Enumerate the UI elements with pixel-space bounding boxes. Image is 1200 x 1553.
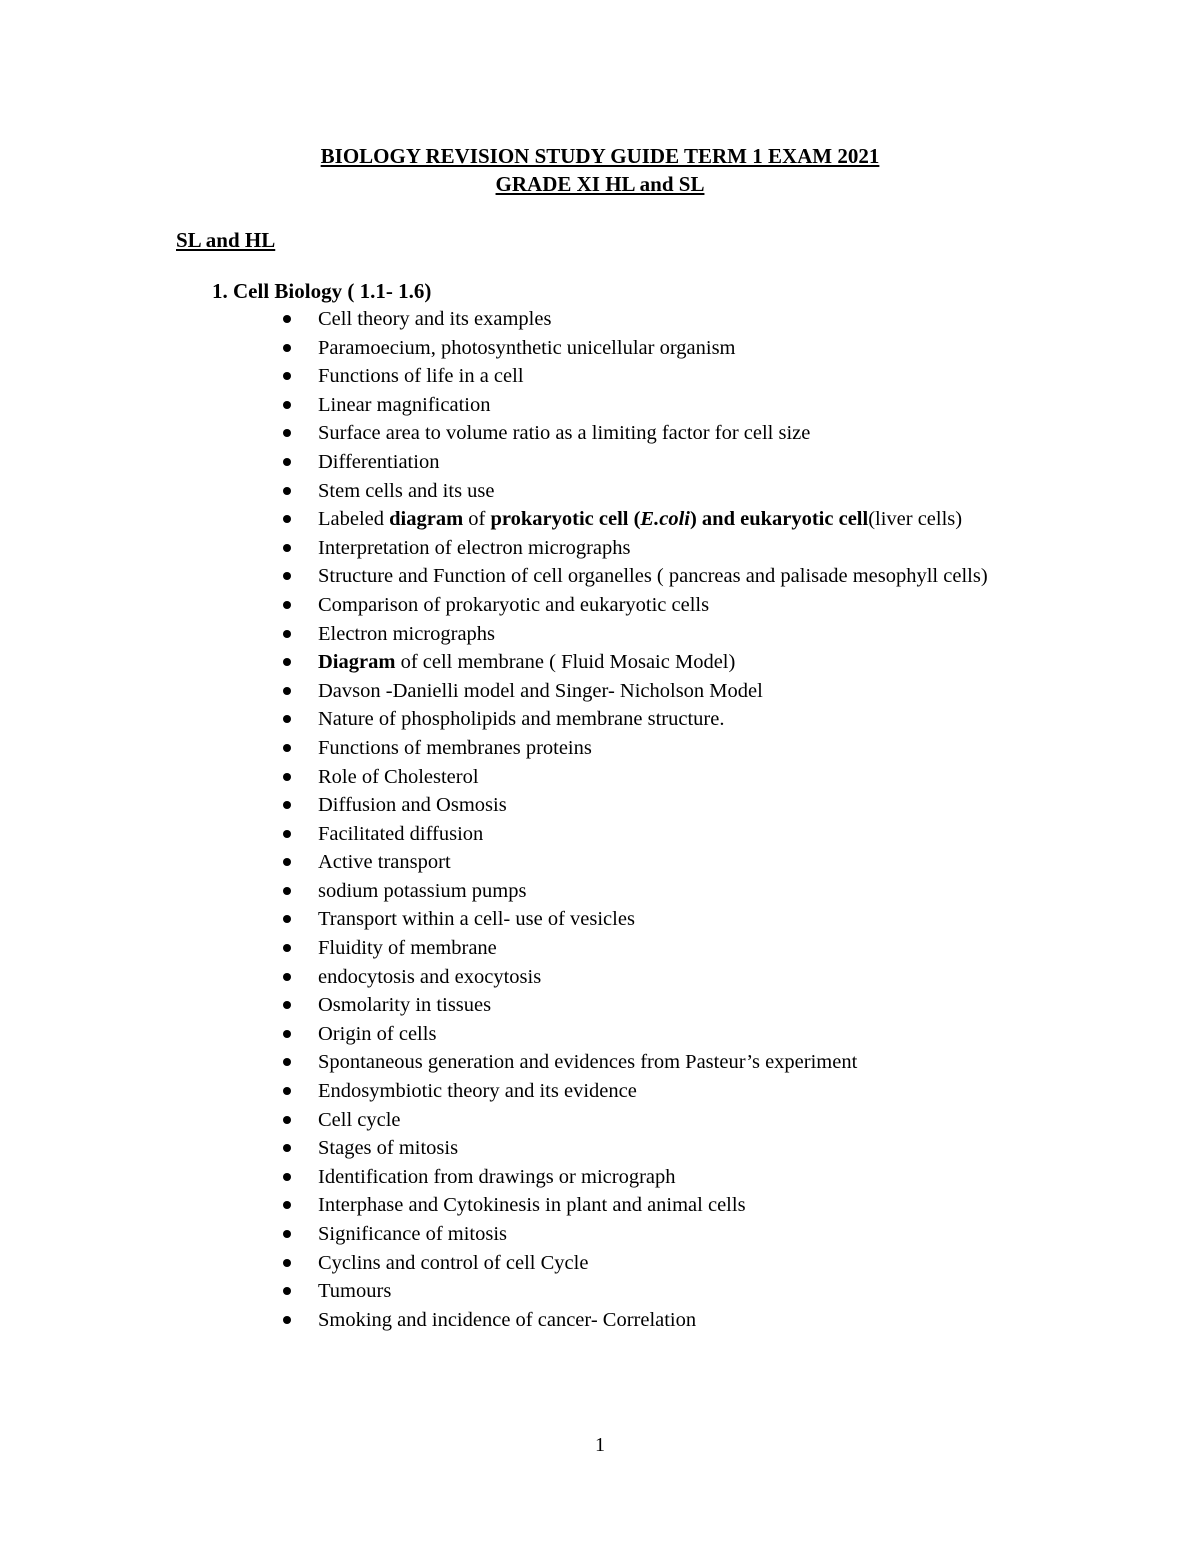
topic-item xyxy=(0,649,1200,675)
topic-item xyxy=(0,1221,1200,1247)
page-number: 1 xyxy=(595,1434,605,1456)
topic-item xyxy=(0,1021,1200,1047)
document-title: BIOLOGY REVISION STUDY GUIDE TERM 1 EXAM 2021 xyxy=(320,144,880,168)
topic-item xyxy=(0,592,1200,618)
topic-text-run: Surface area to volume ratio as a limiting factor for cell size xyxy=(318,422,811,445)
topic-item xyxy=(0,1250,1200,1276)
topic-text-run: endocytosis and exocytosis xyxy=(318,965,542,988)
bullet-icon xyxy=(283,1144,291,1152)
document-subtitle: GRADE XI HL and SL xyxy=(495,172,705,196)
topic-text-run: of cell membrane ( Fluid Mosaic Model) xyxy=(395,651,736,674)
topic-item xyxy=(0,563,1200,589)
topic-text-run: Interpretation of electron micrographs xyxy=(318,536,631,559)
topic-text-run: Interphase and Cytokinesis in plant and animal cells xyxy=(318,1194,746,1217)
topic-text-run: prokaryotic cell ( xyxy=(490,508,641,531)
topic-text xyxy=(318,1309,696,1331)
bullet-icon xyxy=(283,544,291,552)
topic-text-run: Nature of phospholipids and membrane structure. xyxy=(318,708,725,731)
bullet-icon xyxy=(283,372,291,380)
topic-text xyxy=(318,966,541,988)
topic-text-run: (liver cells) xyxy=(868,508,963,531)
topic-item xyxy=(0,735,1200,761)
topic-text-run: sodium potassium pumps xyxy=(318,879,527,902)
bullet-icon xyxy=(283,1316,291,1324)
topic-text xyxy=(318,480,495,502)
topic-item xyxy=(0,992,1200,1018)
topic-item xyxy=(0,449,1200,475)
bullet-icon xyxy=(283,1259,291,1267)
bullet-icon xyxy=(283,429,291,437)
bullet-icon xyxy=(283,1230,291,1238)
bullet-icon xyxy=(283,487,291,495)
topic-text xyxy=(318,1194,746,1216)
topic-text xyxy=(318,1166,676,1188)
subsection-heading: 1. Cell Biology ( 1.1- 1.6) xyxy=(212,279,432,303)
topic-text xyxy=(318,394,490,416)
topic-item xyxy=(0,792,1200,818)
bullet-icon xyxy=(283,887,291,895)
bullet-icon xyxy=(283,687,291,695)
bullet-icon xyxy=(283,1030,291,1038)
topic-text xyxy=(318,908,635,930)
topic-text-run: Functions of membranes proteins xyxy=(318,736,592,759)
topic-text-run: Origin of cells xyxy=(318,1022,437,1045)
topic-text xyxy=(318,308,551,330)
bullet-icon xyxy=(283,944,291,952)
topic-text-run: Fluidity of membrane xyxy=(318,937,497,960)
bullet-icon xyxy=(283,1173,291,1181)
topic-item xyxy=(0,1107,1200,1133)
bullet-icon xyxy=(283,344,291,352)
topic-item xyxy=(0,1278,1200,1304)
topic-text-run: of xyxy=(463,508,491,531)
topic-text-run: Structure and Function of cell organelles ( pancreas and palisade mesophyll cells) xyxy=(318,565,988,588)
topic-item xyxy=(0,1192,1200,1218)
topic-text xyxy=(318,623,495,645)
topic-item xyxy=(0,363,1200,389)
topic-text xyxy=(318,565,988,587)
topic-text-run: Electron micrographs xyxy=(318,622,496,645)
topic-text-run: diagram xyxy=(389,508,464,531)
topic-item xyxy=(0,1135,1200,1161)
bullet-icon xyxy=(283,315,291,323)
section-heading: SL and HL xyxy=(176,228,276,252)
topic-item xyxy=(0,1078,1200,1104)
bullet-icon xyxy=(283,801,291,809)
topic-item xyxy=(0,849,1200,875)
topic-text xyxy=(318,422,810,444)
topic-text xyxy=(318,1023,436,1045)
topic-text-run: Cell theory and its examples xyxy=(318,308,552,330)
topic-item xyxy=(0,906,1200,932)
bullet-icon xyxy=(283,458,291,466)
topic-text-run: Diffusion and Osmosis xyxy=(318,794,507,817)
topic-text-run: Stages of mitosis xyxy=(318,1137,459,1160)
bullet-icon xyxy=(283,744,291,752)
topic-text-run: Cell cycle xyxy=(318,1108,401,1131)
topic-text-run: Transport within a cell- use of vesicles xyxy=(318,908,635,931)
topic-text-run: Facilitated diffusion xyxy=(318,822,484,845)
topic-text-run: Cyclins and control of cell Cycle xyxy=(318,1251,589,1274)
topic-text xyxy=(318,365,524,387)
bullet-icon xyxy=(283,830,291,838)
bullet-icon xyxy=(283,1287,291,1295)
bullet-icon xyxy=(283,601,291,609)
topic-text xyxy=(318,1109,401,1131)
bullet-icon xyxy=(283,973,291,981)
topic-text-run: Smoking and incidence of cancer- Correlation xyxy=(318,1308,697,1331)
topic-text xyxy=(318,766,479,788)
topic-item xyxy=(0,506,1200,532)
bullet-icon xyxy=(283,572,291,580)
bullet-icon xyxy=(283,1116,291,1124)
topic-text-run: ) and eukaryotic cell xyxy=(689,508,869,531)
topic-text xyxy=(318,651,735,673)
topic-text xyxy=(318,1080,637,1102)
topic-text-run: Diagram xyxy=(318,651,396,674)
topic-item xyxy=(0,1164,1200,1190)
topic-text xyxy=(318,937,497,959)
bullet-icon xyxy=(283,773,291,781)
bullet-icon xyxy=(283,858,291,866)
topic-item xyxy=(0,706,1200,732)
bullet-icon xyxy=(283,658,291,666)
topic-text-run: Stem cells and its use xyxy=(318,479,495,502)
topic-text-run: Comparison of prokaryotic and eukaryotic cells xyxy=(318,593,710,616)
topic-item xyxy=(0,764,1200,790)
bullet-icon xyxy=(283,1001,291,1009)
topic-item xyxy=(0,535,1200,561)
topic-text xyxy=(318,1223,507,1245)
topic-item xyxy=(0,478,1200,504)
topic-text xyxy=(318,508,962,530)
topic-item xyxy=(0,392,1200,418)
bullet-icon xyxy=(283,630,291,638)
bullet-icon xyxy=(283,715,291,723)
bullet-icon xyxy=(283,1058,291,1066)
topic-item xyxy=(0,335,1200,361)
topic-text-run: Identification from drawings or micrograph xyxy=(318,1165,676,1188)
topic-text xyxy=(318,1280,391,1302)
topic-text xyxy=(318,823,483,845)
topic-text-run: Osmolarity in tissues xyxy=(318,994,492,1017)
topic-item xyxy=(0,678,1200,704)
topic-text xyxy=(318,1137,458,1159)
topic-text-run: Endosymbiotic theory and its evidence xyxy=(318,1080,637,1103)
topic-item xyxy=(0,878,1200,904)
topic-text-run: Tumours xyxy=(318,1280,392,1303)
topic-item xyxy=(0,621,1200,647)
topic-text-run: E.coli xyxy=(640,508,690,531)
topic-list xyxy=(0,306,1200,1335)
topic-text-run: Linear magnification xyxy=(318,393,491,416)
topic-item xyxy=(0,964,1200,990)
topic-text-run: Active transport xyxy=(318,851,451,874)
topic-item xyxy=(0,1307,1200,1333)
topic-text-run: Differentiation xyxy=(318,450,440,473)
topic-text-run: Spontaneous generation and evidences from Pasteur’s experiment xyxy=(318,1051,858,1074)
topic-text xyxy=(318,680,763,702)
topic-text-run: Significance of mitosis xyxy=(318,1223,508,1245)
topic-item xyxy=(0,935,1200,961)
topic-item xyxy=(0,821,1200,847)
topic-text xyxy=(318,851,451,873)
topic-text xyxy=(318,451,439,473)
topic-text-run: Labeled xyxy=(318,508,390,531)
topic-text xyxy=(318,1252,588,1274)
bullet-icon xyxy=(283,915,291,923)
topic-text xyxy=(318,337,736,359)
topic-text xyxy=(318,880,526,902)
topic-text-run: Davson -Danielli model and Singer- Nicholson Model xyxy=(318,679,763,702)
topic-text xyxy=(318,994,491,1016)
bullet-icon xyxy=(283,1201,291,1209)
topic-text xyxy=(318,794,507,816)
topic-text-run: Role of Cholesterol xyxy=(318,765,479,788)
topic-text xyxy=(318,594,709,616)
bullet-icon xyxy=(283,515,291,523)
topic-item xyxy=(0,1049,1200,1075)
topic-text xyxy=(318,1051,857,1073)
topic-text xyxy=(318,737,592,759)
topic-item xyxy=(0,420,1200,446)
topic-text-run: Paramoecium, photosynthetic unicellular organism xyxy=(318,336,736,359)
topic-text-run: Functions of life in a cell xyxy=(318,365,524,388)
topic-text xyxy=(318,537,631,559)
topic-item xyxy=(0,306,1200,332)
bullet-icon xyxy=(283,1087,291,1095)
topic-text xyxy=(318,708,724,730)
bullet-icon xyxy=(283,401,291,409)
